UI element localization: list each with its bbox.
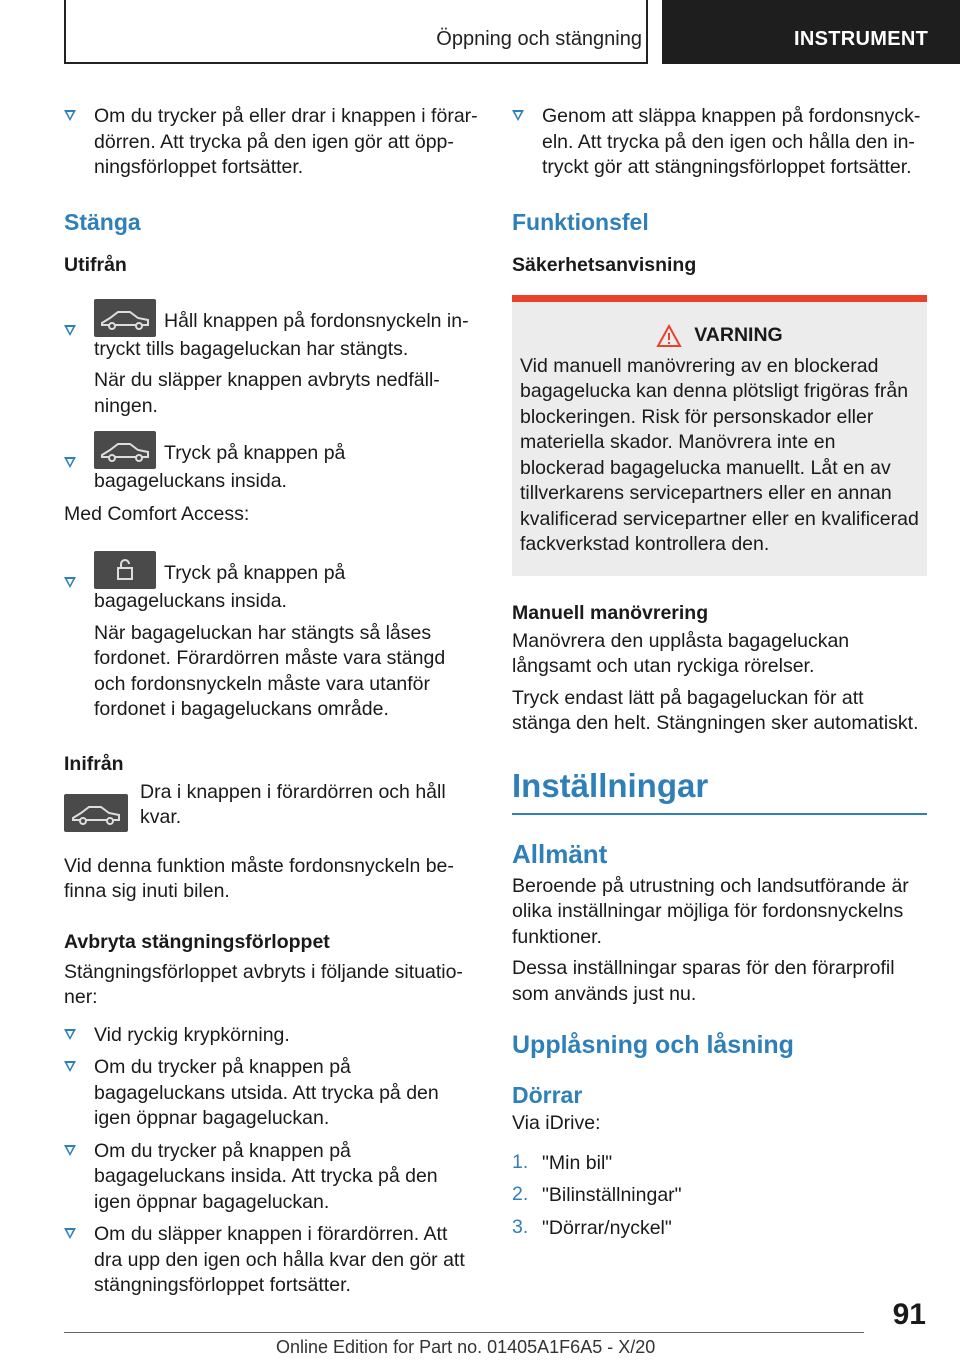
right-column <box>512 104 927 1248</box>
warning-box <box>512 295 927 576</box>
warning-title <box>520 324 919 348</box>
list-item-text: Om du trycker på knappen på bagageluckans utsida. Att trycka på den igen öppnar bagageluckan. <box>94 1056 439 1129</box>
lock-button-icon <box>94 551 156 589</box>
list-item-text: Om du släpper knappen i förardörren. Att dra upp den igen och hålla kvar den gör att stängningsförloppet fortsätter. <box>94 1223 465 1296</box>
abort-intro: Stängningsförloppet avbryts i följande situationer: <box>64 960 463 1008</box>
header-section-title: Öppning och stängning <box>436 28 642 50</box>
list-item <box>64 1222 479 1299</box>
list-item-text: Tryck på knappen på bagageluckans insida. <box>94 562 346 612</box>
header-chapter-tab: INSTRUMENT <box>662 0 960 64</box>
list-item-note: När du släpper knappen avbryts nedfällningen. <box>94 369 440 417</box>
inside-text: Dra i knappen i förardörren och håll kvar. <box>140 780 446 828</box>
heading-avbryta: Avbryta stängningsförloppet <box>64 930 330 953</box>
list-item-text: Om du trycker på eller drar i knappen i förardörren. Att trycka på den igen gör att öppningsförloppet fortsätter. <box>94 105 478 178</box>
heading-inifran: Inifrån <box>64 752 124 775</box>
heading-manuell: Manuell manövrering <box>512 601 709 624</box>
list-item <box>64 1023 479 1049</box>
car-trunk-button-icon <box>64 794 128 832</box>
footer-divider <box>64 1332 864 1333</box>
heading-utifran: Utifrån <box>64 253 127 276</box>
step-number: 3. <box>512 1215 529 1238</box>
inside-note: Vid denna funktion måste fordonsnyckeln befinna sig inuti bilen. <box>64 854 454 902</box>
heading-installningar: Inställningar <box>512 767 927 815</box>
list-triangle-icon <box>64 457 76 468</box>
numbered-step <box>512 1151 927 1177</box>
step-number: 1. <box>512 1150 529 1173</box>
heading-dorrar: Dörrar <box>512 1082 583 1108</box>
heading-upplasning: Upplåsning och låsning <box>512 1031 794 1059</box>
manual-text: Manövrera den upplåsta bagageluckan långsamt och utan ryckiga rörelser. <box>512 629 850 677</box>
heading-funktionsfel: Funktionsfel <box>512 208 649 235</box>
list-triangle-icon <box>64 325 76 336</box>
list-item-note: När bagageluckan har stängts så låses fordonet. Förardörren måste vara stängd och fordonsnyckeln måste vara utanför fordonet i bagageluckans område. <box>94 621 446 720</box>
warning-text: Vid manuell manövrering av en blockerad bagagelucka kan denna plötsligt frigöras från blockeringen. Risk för personskador eller materiella skador. Manövrera inte en blockerad bagagelucka manuellt. Låt en av tillverkarens servicepartners eller en annan kvalificerad servicepartner eller en kvalificerad fackverkstad kontrollera den. <box>520 354 919 555</box>
list-item-text: Om du trycker på knappen på bagageluckans insida. Att trycka på den igen öppnar bagageluckan. <box>94 1139 438 1213</box>
inside-instruction <box>64 780 479 830</box>
comfort-label: Med Comfort Access: <box>64 502 250 525</box>
list-triangle-icon <box>64 1228 76 1239</box>
list-triangle-icon <box>64 577 76 588</box>
general-text: Dessa inställningar sparas för den förarprofil som används just nu. <box>512 957 895 1005</box>
heading-allmant: Allmänt <box>512 838 608 869</box>
step-number: 2. <box>512 1183 529 1205</box>
step-text: "Bilinställningar" <box>542 1184 682 1206</box>
numbered-step <box>512 1183 927 1209</box>
list-triangle-icon <box>64 1061 76 1072</box>
list-item <box>64 299 479 420</box>
list-triangle-icon <box>64 110 76 121</box>
page-number: 91 <box>892 1298 926 1331</box>
manual-text: Tryck endast lätt på bagageluckan för att stänga den helt. Stängningen sker automatiskt. <box>512 686 919 734</box>
list-item <box>64 104 479 181</box>
step-text: "Min bil" <box>542 1151 613 1174</box>
car-trunk-button-icon <box>94 431 156 469</box>
list-triangle-icon <box>64 1145 76 1156</box>
step-text: "Dörrar/nyckel" <box>542 1216 672 1239</box>
general-text: Beroende på utrustning och landsutförande är olika inställningar möjliga för fordonsnyckelns funktioner. <box>512 874 909 948</box>
left-column <box>64 104 479 1306</box>
heading-sakerhet: Säkerhetsanvisning <box>512 253 697 276</box>
list-triangle-icon <box>64 1029 76 1040</box>
heading-stanga: Stänga <box>64 208 141 235</box>
list-item <box>64 1055 479 1132</box>
list-item-text: Håll knappen på fordonsnyckeln intryckt tills bagageluckan har stängts. <box>94 309 469 360</box>
list-item <box>64 551 479 723</box>
warning-title-text: VARNING <box>694 324 783 346</box>
via-idrive: Via iDrive: <box>512 1112 601 1134</box>
list-item <box>64 431 479 495</box>
list-item <box>512 104 927 181</box>
list-item <box>64 1139 479 1216</box>
footer-edition: Online Edition for Part no. 01405A1F6A5 - X/20 <box>276 1337 656 1357</box>
warning-triangle-icon <box>656 324 682 348</box>
list-item-text: Genom att släppa knappen på fordonsnyckeln. Att trycka på den igen och hålla den intryckt gör att stängningsförloppet fortsätter. <box>542 105 921 178</box>
list-item-text: Vid ryckig krypkörning. <box>94 1023 290 1046</box>
list-triangle-icon <box>512 110 524 121</box>
car-trunk-button-icon <box>94 299 156 337</box>
list-item-text: Tryck på knappen på bagageluckans insida. <box>94 442 346 492</box>
numbered-step <box>512 1216 927 1242</box>
